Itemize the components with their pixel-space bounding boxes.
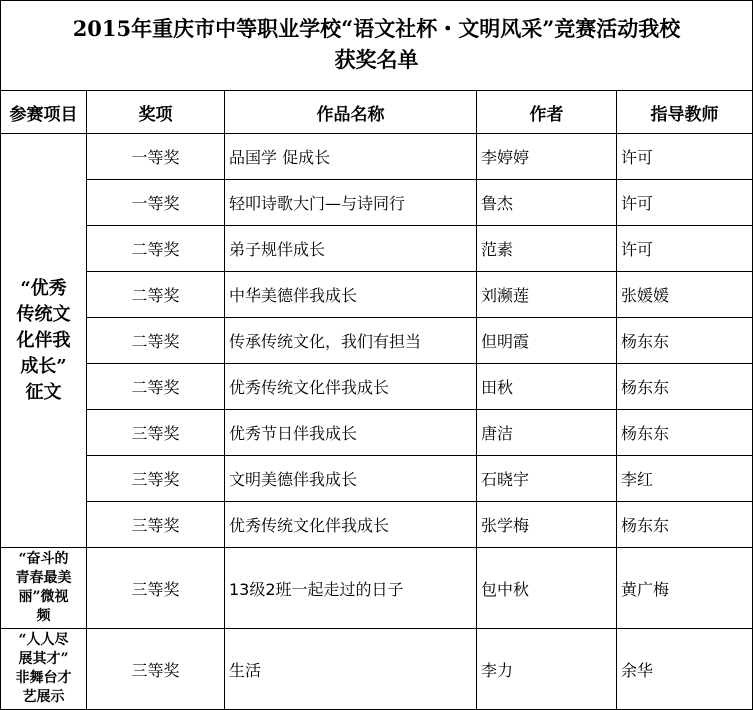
header-award: 奖项 xyxy=(87,91,225,134)
table-header-row xyxy=(1,91,753,134)
teacher-cell: 杨东东 xyxy=(617,410,753,456)
award-cell: 二等奖 xyxy=(87,226,225,272)
award-cell: 三等奖 xyxy=(87,548,225,629)
table-row xyxy=(1,410,753,456)
author-cell: 范素 xyxy=(477,226,617,272)
work-cell: 生活 xyxy=(225,629,477,710)
work-cell: 13级2班一起走过的日子 xyxy=(225,548,477,629)
table-row xyxy=(1,272,753,318)
teacher-cell: 杨东东 xyxy=(617,364,753,410)
header-author: 作者 xyxy=(477,91,617,134)
category-cell: “奋斗的 青春最美 丽”微视 频 xyxy=(1,548,87,629)
document-title xyxy=(0,0,753,90)
work-cell: 优秀节日伴我成长 xyxy=(225,410,477,456)
award-cell: 一等奖 xyxy=(87,180,225,226)
award-table xyxy=(0,90,753,710)
work-cell: 弟子规伴成长 xyxy=(225,226,477,272)
work-cell: 优秀传统文化伴我成长 xyxy=(225,364,477,410)
award-cell: 三等奖 xyxy=(87,456,225,502)
work-cell: 优秀传统文化伴我成长 xyxy=(225,502,477,548)
header-category: 参赛项目 xyxy=(1,91,87,134)
work-cell: 品国学 促成长 xyxy=(225,134,477,180)
table-row xyxy=(1,226,753,272)
table-row xyxy=(1,502,753,548)
teacher-cell: 余华 xyxy=(617,629,753,710)
teacher-cell: 杨东东 xyxy=(617,502,753,548)
title-line-2: 获奖名单 xyxy=(334,47,419,72)
work-cell: 文明美德伴我成长 xyxy=(225,456,477,502)
author-cell: 石晓宇 xyxy=(477,456,617,502)
author-cell: 包中秋 xyxy=(477,548,617,629)
table-row xyxy=(1,318,753,364)
author-cell: 唐洁 xyxy=(477,410,617,456)
table-row xyxy=(1,180,753,226)
teacher-cell: 杨东东 xyxy=(617,318,753,364)
table-row xyxy=(1,456,753,502)
award-cell: 二等奖 xyxy=(87,272,225,318)
table-row xyxy=(1,134,753,180)
header-work: 作品名称 xyxy=(225,91,477,134)
work-cell: 中华美德伴我成长 xyxy=(225,272,477,318)
work-cell: 传承传统文化，我们有担当 xyxy=(225,318,477,364)
header-teacher: 指导教师 xyxy=(617,91,753,134)
teacher-cell: 许可 xyxy=(617,226,753,272)
table-row xyxy=(1,548,753,629)
category-cell: “优秀 传统文 化伴我 成长” 征文 xyxy=(1,134,87,548)
award-cell: 三等奖 xyxy=(87,410,225,456)
award-cell: 三等奖 xyxy=(87,629,225,710)
author-cell: 但明霞 xyxy=(477,318,617,364)
teacher-cell: 李红 xyxy=(617,456,753,502)
award-cell: 一等奖 xyxy=(87,134,225,180)
author-cell: 张学梅 xyxy=(477,502,617,548)
award-cell: 二等奖 xyxy=(87,364,225,410)
award-cell: 三等奖 xyxy=(87,502,225,548)
author-cell: 李婷婷 xyxy=(477,134,617,180)
table-row xyxy=(1,629,753,710)
teacher-cell: 许可 xyxy=(617,180,753,226)
title-line-1: 2015年重庆市中等职业学校“语文社杯・文明风采”竞赛活动我校 xyxy=(72,16,681,41)
teacher-cell: 张媛媛 xyxy=(617,272,753,318)
award-cell: 二等奖 xyxy=(87,318,225,364)
author-cell: 田秋 xyxy=(477,364,617,410)
teacher-cell: 许可 xyxy=(617,134,753,180)
author-cell: 鲁杰 xyxy=(477,180,617,226)
work-cell: 轻叩诗歌大门—与诗同行 xyxy=(225,180,477,226)
teacher-cell: 黄广梅 xyxy=(617,548,753,629)
author-cell: 刘濒莲 xyxy=(477,272,617,318)
table-row xyxy=(1,364,753,410)
category-cell: “人人尽 展其才” 非舞台才 艺展示 xyxy=(1,629,87,710)
author-cell: 李力 xyxy=(477,629,617,710)
